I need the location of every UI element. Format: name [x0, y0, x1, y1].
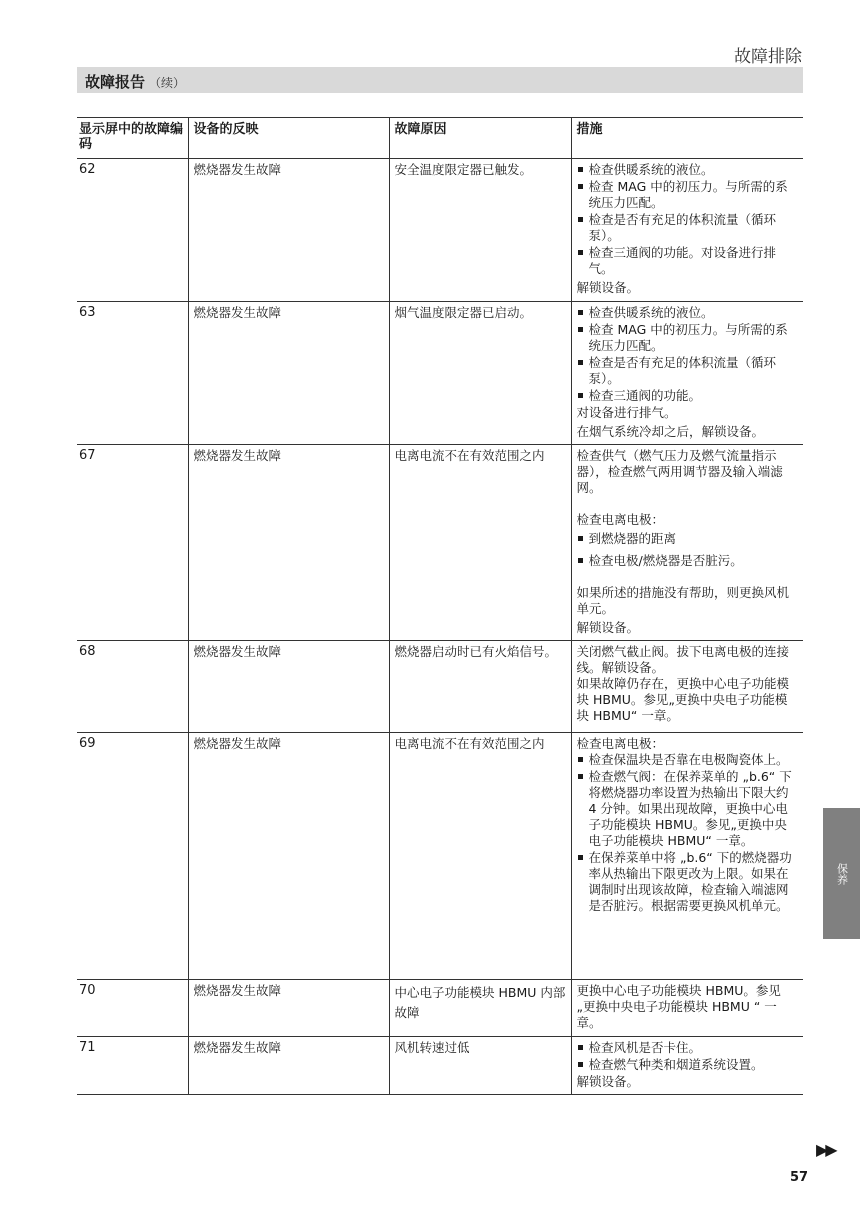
fault-cause: 中心电子功能模块 HBMU 内部故障: [389, 980, 571, 1037]
measure-item: 检查供暖系统的液位。: [577, 305, 800, 321]
measure-note: 解锁设备。: [576, 620, 640, 635]
measure-item: 检查燃气种类和烟道系统设置。: [577, 1057, 800, 1073]
header-measures: 措施: [571, 118, 803, 159]
chapter-title: 故障排除: [734, 47, 802, 67]
measure-label: 检查电离电极：: [576, 736, 665, 751]
measures: [571, 302, 803, 445]
fault-cause: 燃烧器启动时已有火焰信号。: [389, 641, 571, 733]
measure-item: 检查 MAG 中的初压力。与所需的系统压力匹配。: [577, 322, 800, 354]
fault-code: 69: [79, 736, 96, 751]
measures: [571, 980, 803, 1037]
measures: [571, 445, 803, 641]
section-subtitle: （续）: [149, 76, 186, 90]
fault-code: 68: [79, 644, 96, 659]
measure-item: 检查 MAG 中的初压力。与所需的系统压力匹配。: [577, 179, 800, 211]
measures: [571, 641, 803, 733]
measure-note: 更换中心电子功能模块 HBMU。参见„更换中央电子功能模块 HBMU “ 一章。: [576, 983, 781, 1030]
device-reaction: 燃烧器发生故障: [188, 641, 389, 733]
side-tab-label: 保养: [835, 862, 849, 885]
chapter-side-tab[interactable]: [823, 808, 860, 939]
device-reaction: 燃烧器发生故障: [188, 980, 389, 1037]
measure-label: 检查电离电极：: [576, 512, 665, 527]
table-row: [77, 302, 803, 445]
section-heading-bar: [77, 67, 803, 93]
measure-item: 检查供暖系统的液位。: [577, 162, 800, 178]
measure-item: 在保养菜单中将 „b.6“ 下的燃烧器功率从热输出下限更改为上限。如果在调制时出现该故障，检查输入端滤网是否脏污。根据需要更换风机单元。: [577, 850, 800, 914]
fault-cause: 风机转速过低: [389, 1037, 571, 1095]
measure-note: 对设备进行排气。: [576, 405, 677, 420]
measure-item: 检查风机是否卡住。: [577, 1040, 800, 1056]
measure-item: 检查是否有充足的体积流量（循环泵）。: [577, 212, 800, 244]
measures: [571, 1037, 803, 1095]
device-reaction: 燃烧器发生故障: [188, 733, 389, 980]
measure-note: 解锁设备。: [576, 280, 640, 295]
measure-item: 检查保温块是否靠在电极陶瓷体上。: [577, 752, 800, 768]
header-fault-cause: 故障原因: [389, 118, 571, 159]
measure-item: 检查三通阀的功能。: [577, 388, 800, 404]
next-page-arrows-icon: ▶▶: [816, 1140, 835, 1159]
device-reaction: 燃烧器发生故障: [188, 445, 389, 641]
measure-item: 检查电极/燃烧器是否脏污。: [577, 553, 800, 569]
fault-cause: 烟气温度限定器已启动。: [389, 302, 571, 445]
measure-note: 关闭燃气截止阀。拔下电离电极的连接线。解锁设备。: [576, 644, 790, 675]
table-row: [77, 733, 803, 980]
measures: [571, 159, 803, 302]
table-row: [77, 159, 803, 302]
measures: [571, 733, 803, 980]
table-row: [77, 1037, 803, 1095]
table-row: [77, 641, 803, 733]
measure-item: 检查三通阀的功能。对设备进行排气。: [577, 245, 800, 277]
measure-item: 检查燃气阀：在保养菜单的 „b.6“ 下将燃烧器功率设置为热输出下限大约 4 分钟。如果出现故障，更换中心电子功能模块 HBMU。参见„更换中央电子功能模块 HBMU“ 一章。: [577, 769, 800, 849]
measure-note: 如果所述的措施没有帮助，则更换风机单元。: [576, 585, 790, 616]
header-device-reaction: 设备的反映: [188, 118, 389, 159]
fault-code: 71: [79, 1040, 96, 1055]
table-header-row: [77, 118, 803, 159]
fault-code: 62: [79, 162, 96, 177]
fault-cause: 安全温度限定器已触发。: [389, 159, 571, 302]
table-row: [77, 980, 803, 1037]
fault-code: 67: [79, 448, 96, 463]
device-reaction: 燃烧器发生故障: [188, 302, 389, 445]
fault-report-table: [77, 117, 803, 1095]
measure-item: 到燃烧器的距离: [577, 531, 800, 547]
fault-cause: 电离电流不在有效范围之内: [389, 445, 571, 641]
fault-cause: 电离电流不在有效范围之内: [389, 733, 571, 980]
measure-intro: 检查供气（燃气压力及燃气流量指示器），检查燃气两用调节器及输入端滤网。: [576, 448, 783, 495]
device-reaction: 燃烧器发生故障: [188, 1037, 389, 1095]
measure-note: 如果故障仍存在，更换中心电子功能模块 HBMU。参见„更换中央电子功能模块 HBMU“ 一章。: [576, 676, 790, 723]
fault-code: 70: [79, 983, 96, 998]
measure-note: 解锁设备。: [576, 1074, 640, 1089]
measure-item: 检查是否有充足的体积流量（循环泵）。: [577, 355, 800, 387]
device-reaction: 燃烧器发生故障: [188, 159, 389, 302]
section-title: 故障报告 （续）: [85, 73, 186, 91]
table-row: [77, 445, 803, 641]
measure-note: 在烟气系统冷却之后，解锁设备。: [576, 424, 765, 439]
fault-code: 63: [79, 305, 96, 320]
page-number: 57: [790, 1170, 809, 1185]
header-fault-code: 显示屏中的故障编码: [79, 122, 184, 152]
